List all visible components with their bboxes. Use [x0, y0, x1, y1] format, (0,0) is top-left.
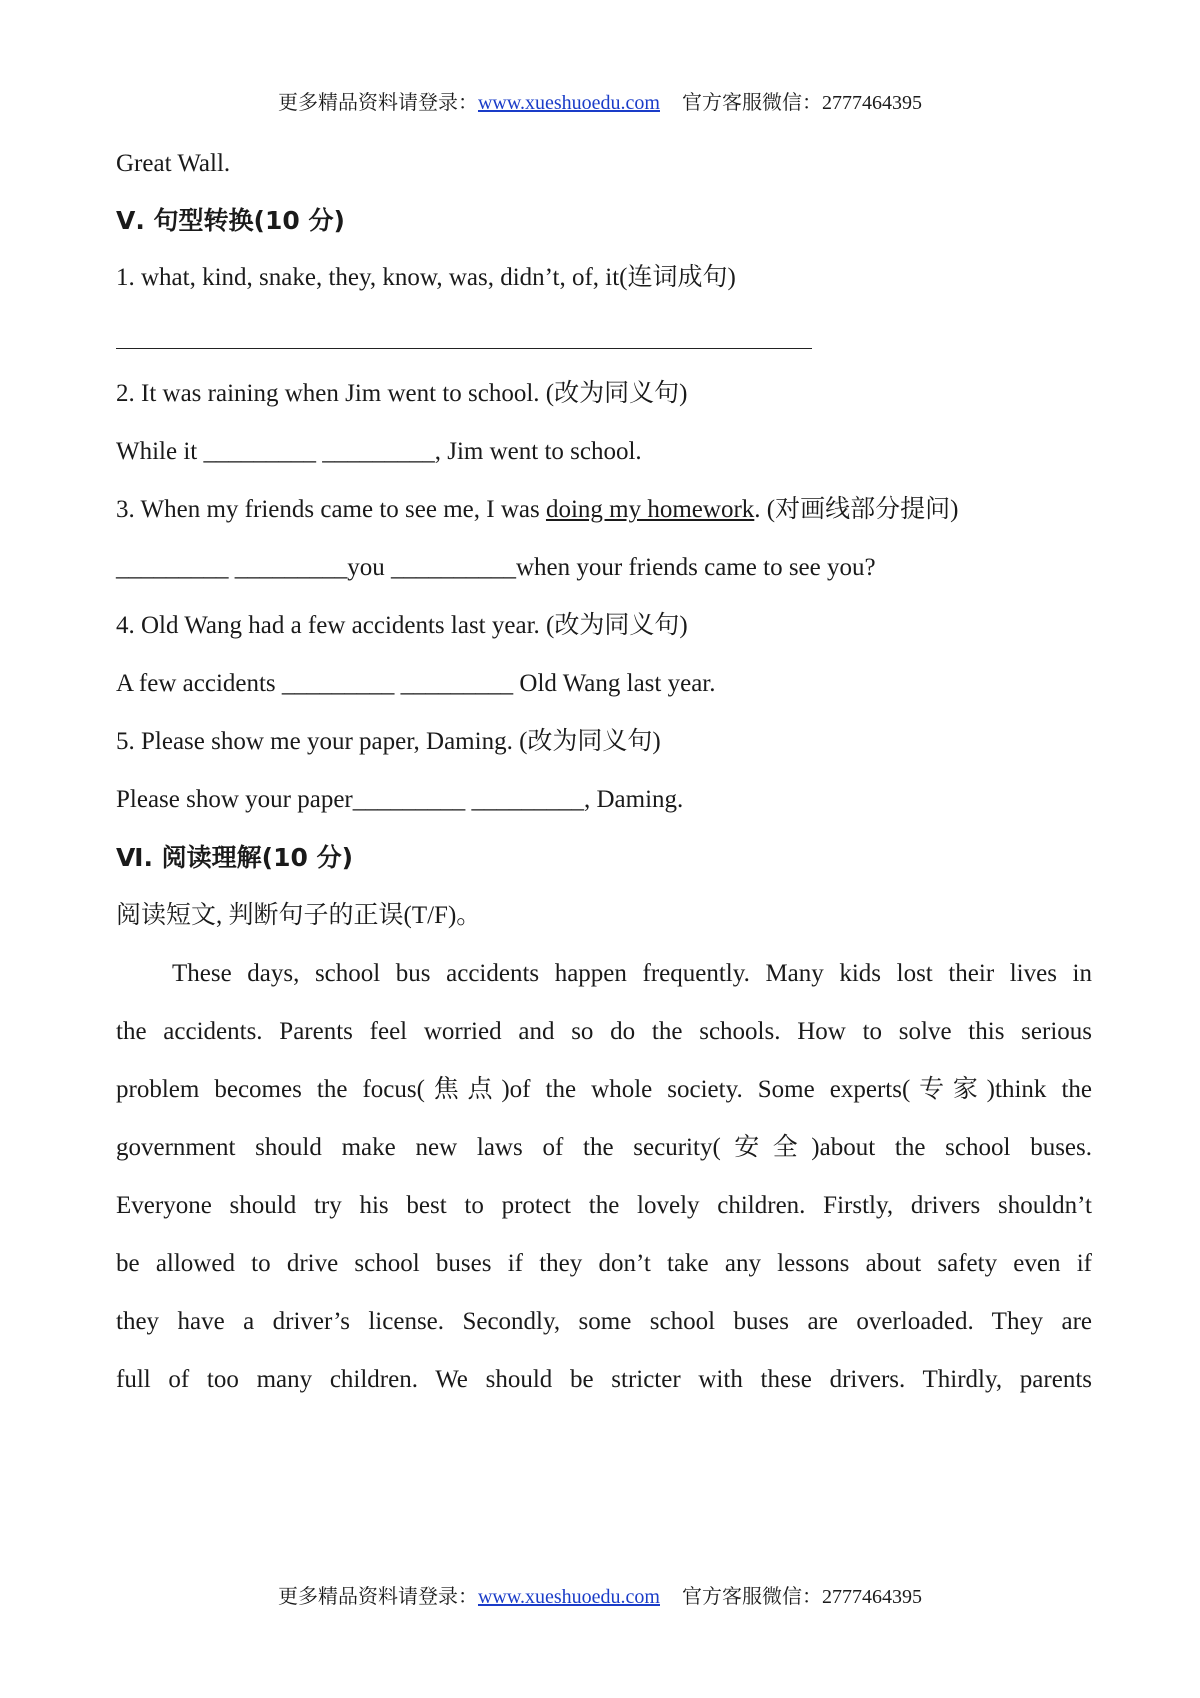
header-prefix: 更多精品资料请登录： — [277, 92, 478, 114]
passage-line: be allowed to drive school buses if they don’t take any lessons about safety even if — [116, 1250, 1092, 1277]
answer-line-1[interactable] — [116, 348, 812, 349]
reading-instruction: 阅读短文, 判断句子的正误(T/F)。 — [116, 902, 482, 929]
header-contact: 官方客服微信：2777464395 — [682, 92, 922, 114]
question-3-after: . (对画线部分提问) — [754, 496, 959, 523]
question-3 — [116, 494, 958, 526]
page-header — [0, 86, 1200, 115]
passage-line: These days, school bus accidents happen frequently. Many kids lost their lives in — [172, 960, 1092, 987]
passage-line: full of too many children. We should be stricter with these drivers. Thirdly, parents — [116, 1366, 1092, 1393]
passage-line: problem becomes the focus(焦点)of the whole society. Some experts(专家)think the — [116, 1076, 1092, 1103]
answer-5[interactable]: Please show your paper_________ _________, Daming. — [116, 786, 684, 813]
footer-prefix: 更多精品资料请登录： — [277, 1586, 478, 1608]
question-4: 4. Old Wang had a few accidents last year. (改为同义句) — [116, 612, 688, 639]
question-5: 5. Please show me your paper, Daming. (改为同义句) — [116, 728, 661, 755]
answer-4[interactable]: A few accidents _________ _________ Old Wang last year. — [116, 670, 716, 697]
footer-link[interactable]: www.xueshuoedu.com — [477, 1586, 660, 1608]
footer-contact: 官方客服微信：2777464395 — [682, 1586, 922, 1608]
answer-3[interactable]: _________ _________you __________when your friends came to see you? — [116, 554, 876, 581]
page-footer — [0, 1580, 1200, 1609]
passage-line: government should make new laws of the security(安全)about the school buses. — [116, 1134, 1092, 1161]
passage-line: Everyone should try his best to protect the lovely children. Firstly, drivers shouldn’t — [116, 1192, 1092, 1219]
carryover-text: Great Wall. — [116, 150, 231, 177]
passage-line: they have a driver’s license. Secondly, some school buses are overloaded. They are — [116, 1308, 1092, 1335]
question-3-before: 3. When my friends came to see me, I was — [116, 496, 546, 523]
answer-2[interactable]: While it _________ _________, Jim went to school. — [116, 438, 642, 465]
header-link[interactable]: www.xueshuoedu.com — [477, 92, 660, 114]
question-2: 2. It was raining when Jim went to school. (改为同义句) — [116, 380, 688, 407]
section-6-title: Ⅵ. 阅读理解(10 分) — [116, 843, 354, 872]
section-5-title: Ⅴ. 句型转换(10 分) — [116, 206, 345, 235]
passage-line: the accidents. Parents feel worried and so do the schools. How to solve this serious — [116, 1018, 1092, 1045]
question-1: 1. what, kind, snake, they, know, was, didn’t, of, it(连词成句) — [116, 264, 736, 291]
question-3-underlined: doing my homework — [545, 496, 755, 523]
